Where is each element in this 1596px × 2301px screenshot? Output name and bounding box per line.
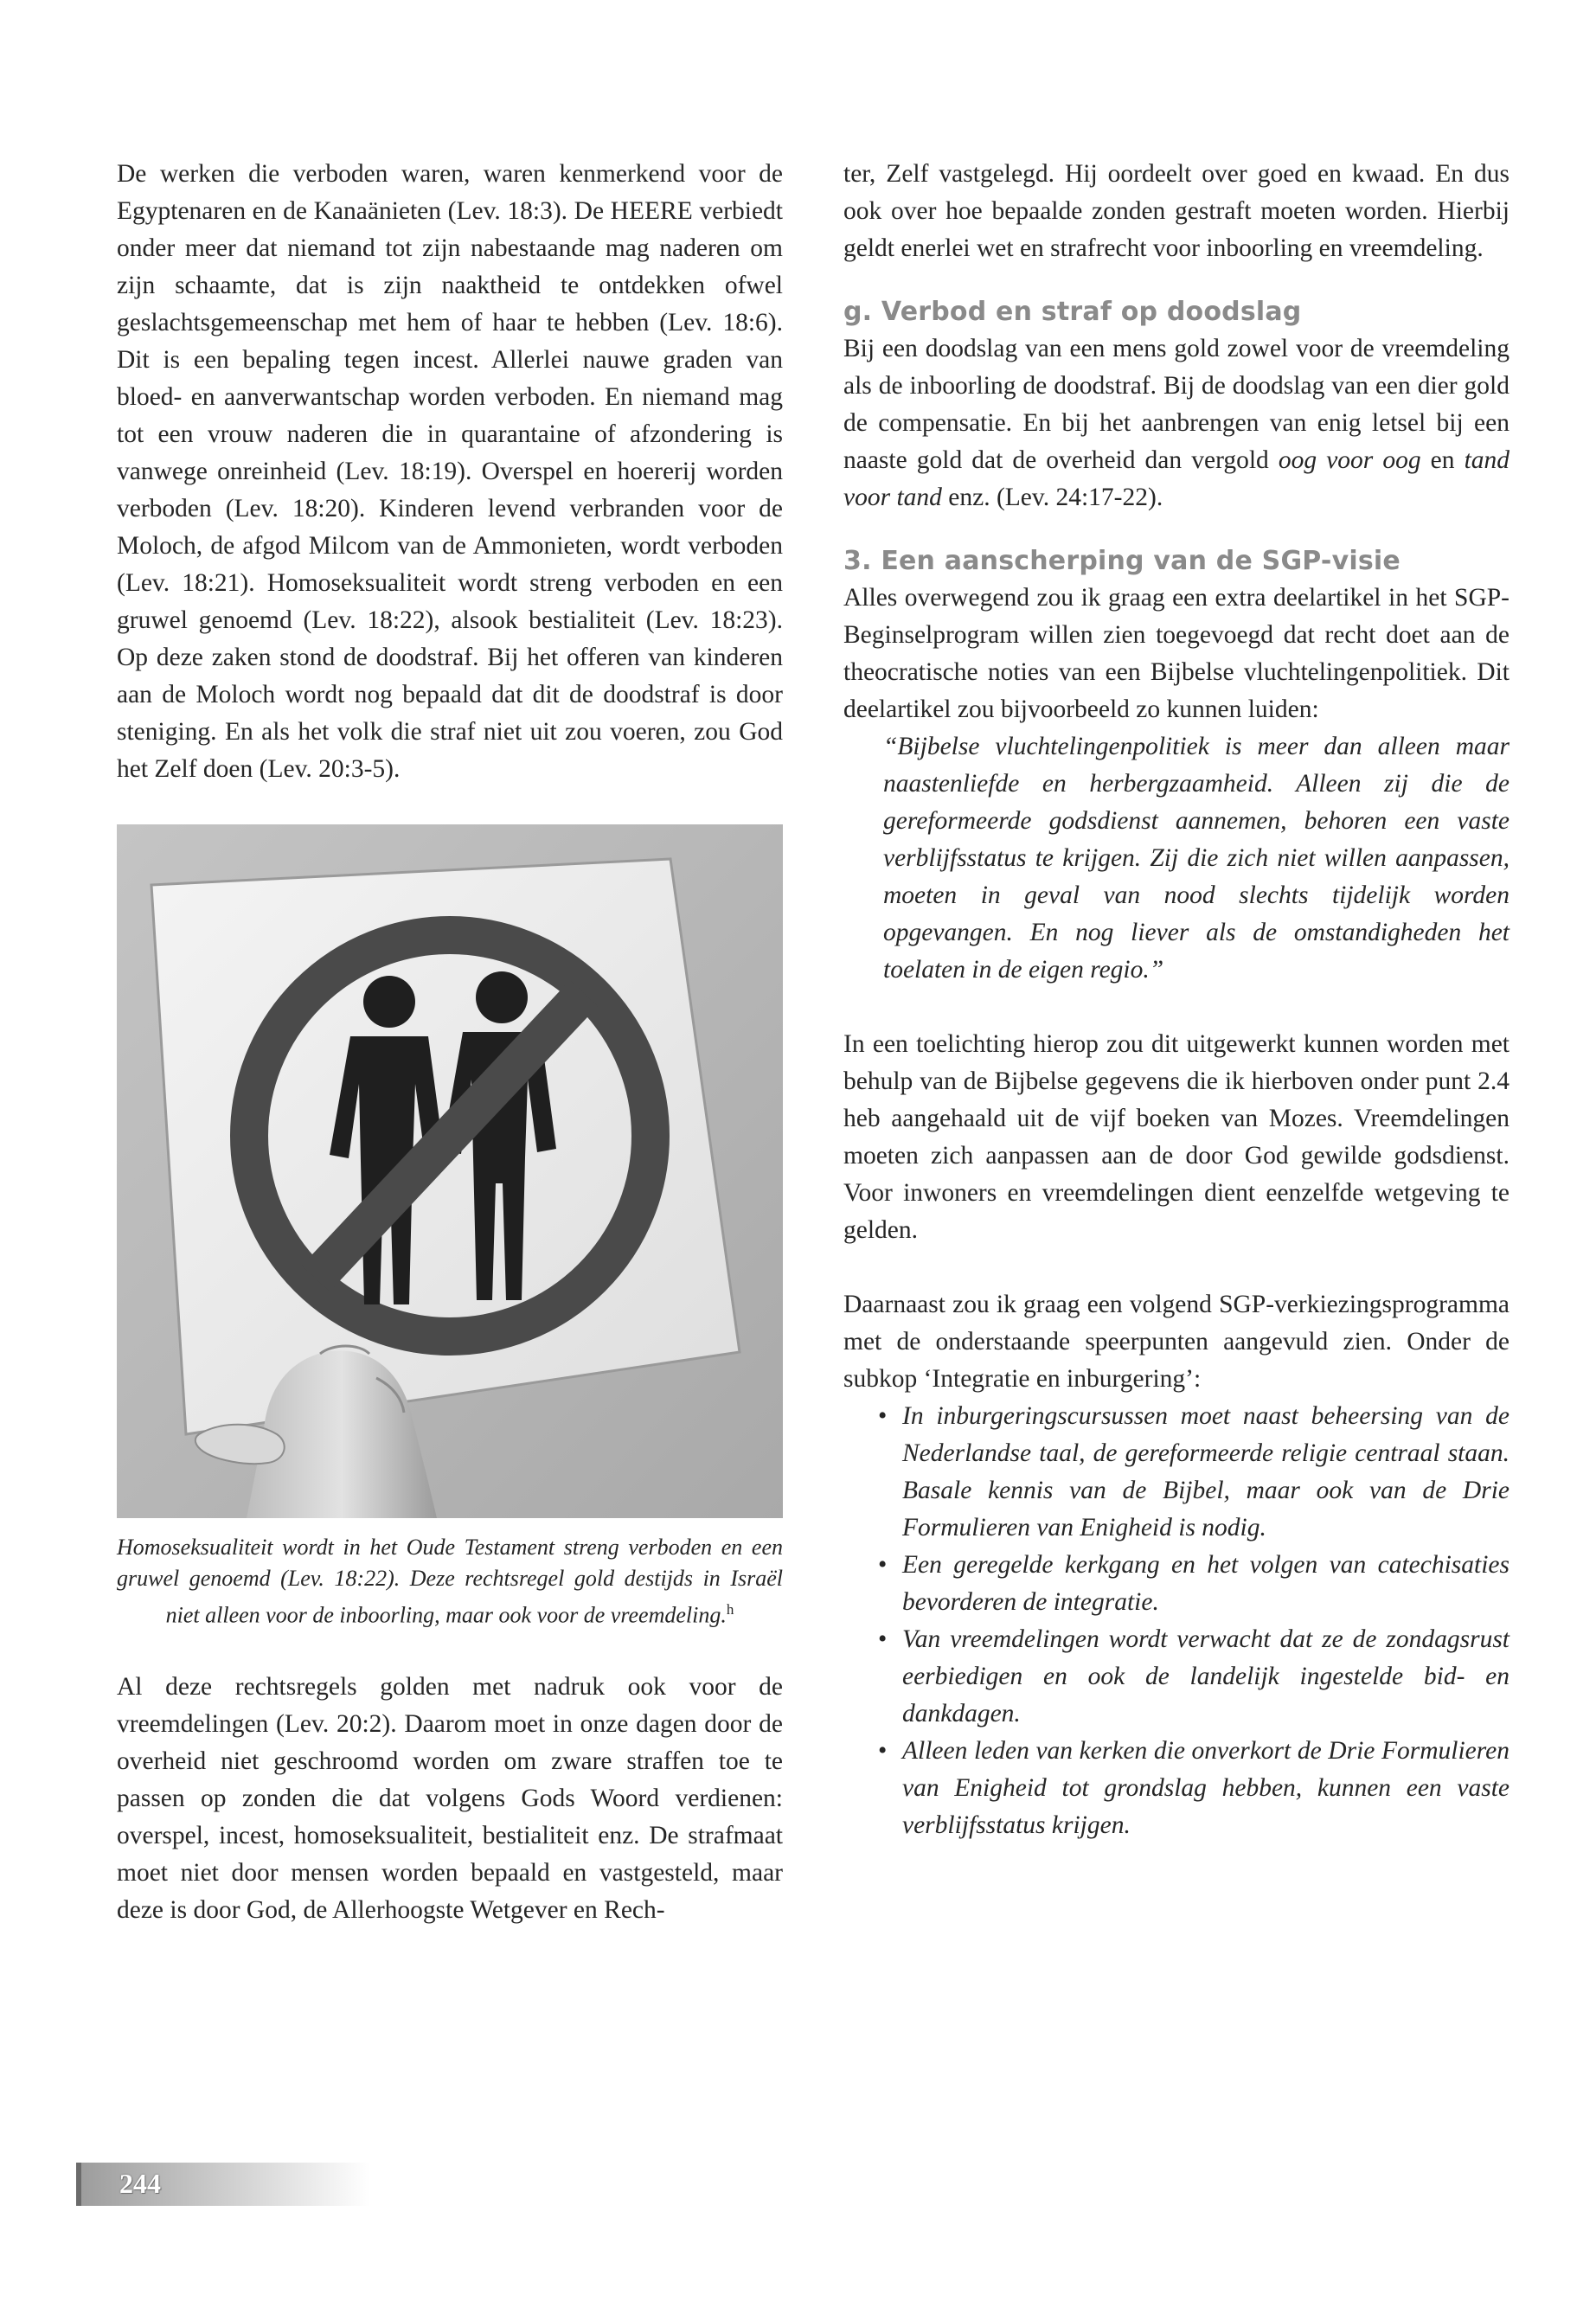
- bullet-icon: •: [878, 1625, 888, 1653]
- list-item: [878, 1398, 1509, 1547]
- spacer: [843, 516, 1509, 542]
- page-number-bar: [76, 2163, 81, 2206]
- bullet-icon: •: [878, 1737, 888, 1765]
- right-paragraph-5: Daarnaast zou ik graag een volgend SGP-verkiezingsprogramma met de onderstaande speerpunten aangevuld zien. Onder de subkop ‘Integratie en inburgering’:: [843, 1291, 1509, 1393]
- right-paragraph-4: In een toelichting hierop zou dit uitgewerkt kunnen worden met behulp van de Bijbelse gegevens die ik hierboven onder punt 2.4 heb aangehaald uit de vijf boeken van Mozes. Vreemdelingen moeten zich aanpassen aan de door God gewilde godsdienst. Voor inwoners en vreemdelingen dient eenzelfde wetgeving te gelden.: [843, 1030, 1509, 1244]
- photo-prohibition-sign: [117, 824, 783, 1518]
- right-column: [843, 156, 1509, 1844]
- emphasis-tand-voor-tand: tand voor tand: [843, 446, 1510, 511]
- section-heading-3: 3. Een aanscherping van de SGP-visie: [843, 546, 1401, 576]
- spacer: [117, 1631, 783, 1669]
- list-item-text: Alleen leden van kerken die onverkort de Drie Formulieren van Enigheid tot grondslag hebben, kunnen een vaste verblijfsstatus krijgen.: [902, 1737, 1509, 1839]
- caption-text: Homoseksualiteit wordt in het Oude Testament streng verboden en een gruwel genoemd (Lev. 18:22). Deze rechtsregel gold destijds in Israël niet alleen voor de inboorling, maar ook voor de vreemdeling.: [117, 1535, 783, 1628]
- list-item-text: In inburgeringscursussen moet naast beheersing van de Nederlandse taal, de gereformeerde religie centraal staan. Basale kennis van de Bijbel, maar ook van de Drie Formulieren van Enigheid is nodig.: [902, 1402, 1509, 1541]
- left-paragraph-2: Al deze rechtsregels golden met nadruk ook voor de vreemdelingen (Lev. 20:2). Daarom moet in onze dagen door de overheid niet geschroomd worden om zware straffen toe te passen op zonden die dat volgens Gods Woord verdienen: overspel, incest, homoseksualiteit, bestialiteit enz. De strafmaat moet niet door mensen worden bepaald en vastgesteld, maar deze is door God, de Allerhoogste Wetgever en Rech-: [117, 1672, 783, 1924]
- right-paragraph-2: [843, 330, 1509, 516]
- section-heading-g: g. Verbod en straf op doodslag: [843, 297, 1302, 327]
- right-paragraph-1: ter, Zelf vastgelegd. Hij oordeelt over goed en kwaad. En dus ook over hoe bepaalde zonden gestraft moeten worden. Hierbij geldt enerlei wet en strafrecht voor inboorling en vreemdeling.: [843, 160, 1509, 262]
- page-number-tab: [76, 2163, 370, 2206]
- proposed-article-quote: “Bijbelse vluchtelingenpolitiek is meer dan alleen maar naastenliefde en herbergzaamheid. Alleen zij die de gereformeerde godsdienst aannemen, behoren een vaste verblijfsstatus te krijgen. Zij die zich niet willen aanpassen, moeten in geval van nood slechts tijdelijk worden opgevangen. En nog liever als de omstandigheden het toelaten in de eigen regio.”: [883, 733, 1509, 984]
- photo-caption: [117, 1532, 783, 1631]
- bullet-icon: •: [878, 1551, 888, 1579]
- list-item: [878, 1733, 1509, 1844]
- text-run: en: [1420, 446, 1465, 474]
- caption-footnote-ref: h: [726, 1601, 734, 1618]
- list-item-text: Een geregelde kerkgang en het volgen van catechisaties bevorderen de integratie.: [902, 1551, 1509, 1616]
- bullet-icon: •: [878, 1402, 888, 1430]
- text-run: Bij een doodslag van een mens gold zowel voor de vreemdeling als de inboorling de doodstraf. Bij de doodslag van een dier gold de compensatie. En bij het aanbrengen van enig letsel bij een naaste gold dat de overheid dan vergold: [843, 335, 1509, 474]
- prohibition-sign-illustration: [117, 824, 783, 1518]
- bullet-list: [843, 1398, 1509, 1844]
- spacer: [843, 267, 1509, 293]
- left-column: [117, 156, 783, 1929]
- right-paragraph-3: Alles overwegend zou ik graag een extra deelartikel in het SGP-Beginselprogram willen zien toegevoegd dat recht doet aan de theocratische noties van een Bijbelse vluchtelingenpolitiek. Dit deelartikel zou bijvoorbeeld zo kunnen luiden:: [843, 584, 1509, 723]
- page-number: 244: [119, 2168, 161, 2199]
- text-run: enz. (Lev. 24:17-22).: [941, 484, 1163, 511]
- emphasis-oog-voor-oog: oog voor oog: [1278, 446, 1421, 474]
- left-paragraph-1: De werken die verboden waren, waren kenmerkend voor de Egyptenaren en de Kanaänieten (Lev. 18:3). De HEERE verbiedt onder meer dat niemand tot zijn nabestaande mag naderen om zijn schaamte, dat is zijn naaktheid te ontdekken ofwel geslachtsgemeenschap met hem of haar te hebben (Lev. 18:6). Dit is een bepaling tegen incest. Allerlei nauwe graden van bloed- en aanverwantschap worden verboden. En niemand mag tot een vrouw naderen die in quarantaine of afzondering is vanwege onreinheid (Lev. 18:19). Overspel en hoererij worden verboden (Lev. 18:20). Kinderen levend verbranden voor de Moloch, de afgod Milcom van de Ammonieten, wordt verboden (Lev. 18:21). Homoseksualiteit wordt streng verboden en een gruwel genoemd (Lev. 18:22), alsook bestialiteit (Lev. 18:23). Op deze zaken stond de doodstraf. Bij het offeren van kinderen aan de Moloch wordt nog bepaald dat dit de doodstraf is door steniging. En als het volk die straf niet uit zou voeren, zou God het Zelf doen (Lev. 20:3-5).: [117, 160, 783, 783]
- list-item-text: Van vreemdelingen wordt verwacht dat ze de zondagsrust eerbiedigen en ook de landelijk ingestelde bid- en dankdagen.: [902, 1625, 1509, 1727]
- list-item: [878, 1621, 1509, 1733]
- list-item: [878, 1547, 1509, 1621]
- spacer: [843, 1249, 1509, 1286]
- spacer: [843, 989, 1509, 1026]
